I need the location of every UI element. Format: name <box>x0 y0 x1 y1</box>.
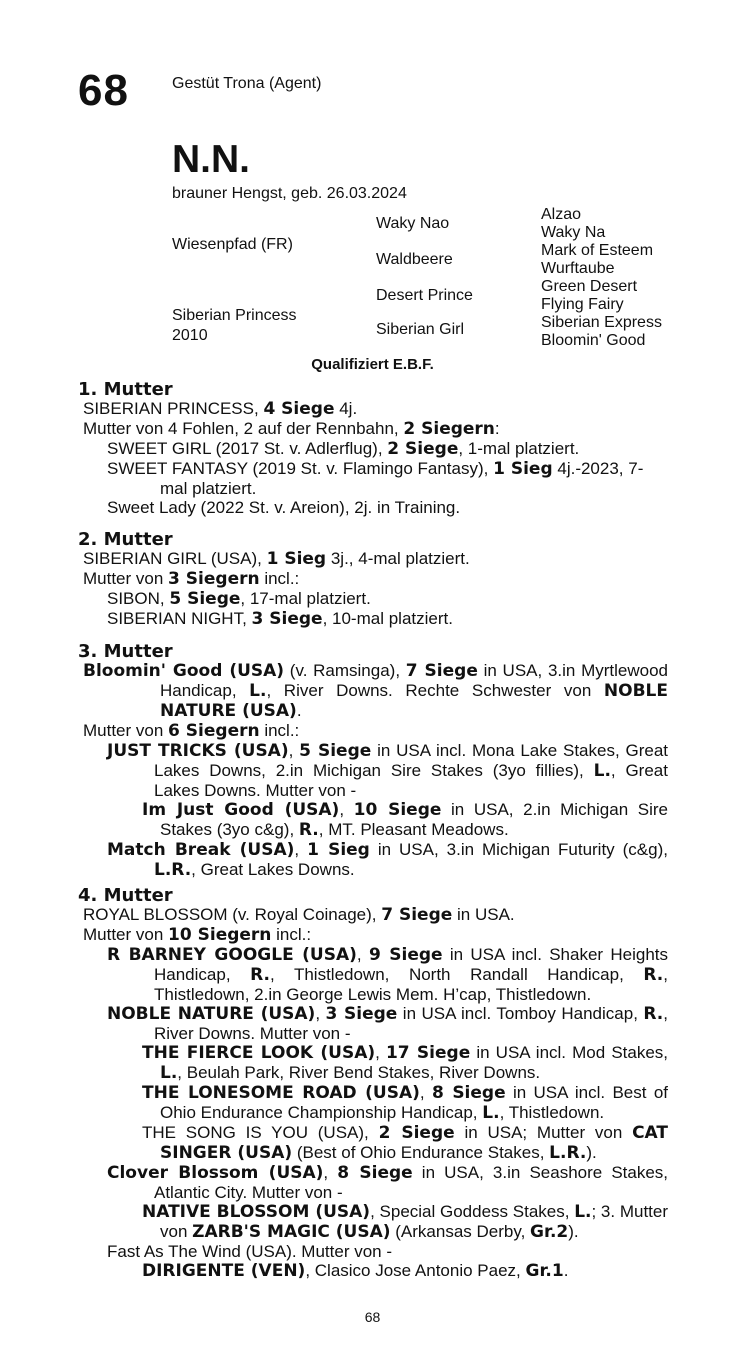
horse-name: N.N. <box>172 138 250 181</box>
pedigree-dam-sire: Desert Prince <box>376 287 473 304</box>
pedigree-ss-sire: Alzao <box>541 206 582 223</box>
section-heading-dam-4: 4. Mutter <box>78 885 173 906</box>
produce-entry: SWEET GIRL (2017 St. v. Adlerflug), 2 Siege, 1-mal platziert. <box>107 439 580 459</box>
seller: Gestüt Trona (Agent) <box>172 75 322 92</box>
pedigree-dd-dam: Bloomin' Good <box>541 332 646 349</box>
section-heading-dam-1: 1. Mutter <box>78 379 173 400</box>
produce-entry: SIBON, 5 Siege, 17-mal platziert. <box>107 589 371 609</box>
pedigree-sd-sire: Mark of Esteem <box>541 242 654 259</box>
section-body-dam-2 <box>78 549 668 629</box>
produce-entry: Match Break (USA), 1 Sieg in USA, 3.in Michigan Futurity (c&g), L.R., Great Lakes Downs. <box>107 840 668 880</box>
produce-summary: Mutter von 10 Siegern incl.: <box>83 925 312 945</box>
produce-entry: R BARNEY GOOGLE (USA), 9 Siege in USA incl. Shaker Heights Handicap, R., Thistledown, North Randall Handicap, R., Thistledown, 2.in George Lewis Mem. H’cap, Thistledown. <box>107 945 669 1004</box>
dam-entry: SIBERIAN PRINCESS, 4 Siege 4j. <box>83 399 358 419</box>
produce-entry: SIBERIAN NIGHT, 3 Siege, 10-mal platziert. <box>107 609 453 629</box>
page-number: 68 <box>364 1309 381 1325</box>
dam-entry: SIBERIAN GIRL (USA), 1 Sieg 3j., 4-mal platziert. <box>83 549 470 569</box>
produce-entry: Fast As The Wind (USA). Mutter von - <box>107 1242 392 1261</box>
pedigree-sire: Wiesenpfad (FR) <box>172 236 293 253</box>
dam-entry: ROYAL BLOSSOM (v. Royal Coinage), 7 Siege in USA. <box>83 905 515 925</box>
produce-entry: JUST TRICKS (USA), 5 Siege in USA incl. Mona Lake Stakes, Great Lakes Downs, 2.in Michigan Sire Stakes (3yo fillies), L., Great Lakes Downs. Mutter von - <box>107 741 668 800</box>
produce-entry: THE SONG IS YOU (USA), 2 Siege in USA; Mutter von CAT SINGER (USA) (Best of Ohio Endurance Stakes, L.R.). <box>142 1123 668 1163</box>
section-heading-dam-2: 2. Mutter <box>78 529 173 550</box>
produce-entry: Sweet Lady (2022 St. v. Areion), 2j. in Training. <box>107 498 461 517</box>
pedigree-dam-dam: Siberian Girl <box>376 321 465 338</box>
produce-entry: NOBLE NATURE (USA), 3 Siege in USA incl. Tomboy Handicap, R., River Downs. Mutter von - <box>107 1004 668 1043</box>
pedigree-dam: Siberian Princess <box>172 307 297 324</box>
produce-entry: DIRIGENTE (VEN), Clasico Jose Antonio Paez, Gr.1. <box>142 1261 569 1281</box>
produce-summary: Mutter von 4 Fohlen, 2 auf der Rennbahn, 2 Siegern: <box>83 419 500 439</box>
pedigree-sire-sire: Waky Nao <box>376 215 450 232</box>
produce-entry: Im Just Good (USA), 10 Siege in USA, 2.in Michigan Sire Stakes (3yo c&g), R., MT. Pleasant Meadows. <box>142 800 669 840</box>
horse-description: brauner Hengst, geb. 26.03.2024 <box>172 185 407 202</box>
lot-number: 68 <box>78 66 129 115</box>
produce-entry: Clover Blossom (USA), 8 Siege in USA, 3.in Seashore Stakes, Atlantic City. Mutter von - <box>107 1163 669 1202</box>
pedigree-ds-dam: Flying Fairy <box>541 296 624 313</box>
section-heading-dam-3: 3. Mutter <box>78 641 173 662</box>
pedigree-dam-year: 2010 <box>172 327 208 344</box>
pedigree-sire-dam: Waldbeere <box>376 251 453 268</box>
pedigree-sd-dam: Wurftaube <box>541 260 615 277</box>
dam-entry: Bloomin' Good (USA) (v. Ramsinga), 7 Siege in USA, 3.in Myrtlewood Handicap, L., River Downs. Rechte Schwester von NOBLE NATURE (USA). <box>83 661 669 721</box>
pedigree-ss-dam: Waky Na <box>541 224 606 241</box>
section-body-dam-3 <box>78 661 668 880</box>
pedigree-ds-sire: Green Desert <box>541 278 638 295</box>
pedigree-dd-sire: Siberian Express <box>541 314 662 331</box>
qualification: Qualifiziert E.B.F. <box>311 356 434 373</box>
produce-entry: NATIVE BLOSSOM (USA), Special Goddess Stakes, L.; 3. Mutter von ZARB'S MAGIC (USA) (Arkansas Derby, Gr.2). <box>142 1202 669 1242</box>
produce-summary: Mutter von 6 Siegern incl.: <box>83 721 300 741</box>
produce-entry: SWEET FANTASY (2019 St. v. Flamingo Fantasy), 1 Sieg 4j.-2023, 7-mal platziert. <box>107 459 644 498</box>
produce-entry: THE LONESOME ROAD (USA), 8 Siege in USA incl. Best of Ohio Endurance Championship Handicap, L., Thistledown. <box>142 1083 668 1123</box>
produce-summary: Mutter von 3 Siegern incl.: <box>83 569 300 589</box>
section-body-dam-1 <box>78 399 668 517</box>
section-body-dam-4 <box>78 905 668 1281</box>
produce-entry: THE FIERCE LOOK (USA), 17 Siege in USA incl. Mod Stakes, L., Beulah Park, River Bend Stakes, River Downs. <box>142 1043 669 1083</box>
